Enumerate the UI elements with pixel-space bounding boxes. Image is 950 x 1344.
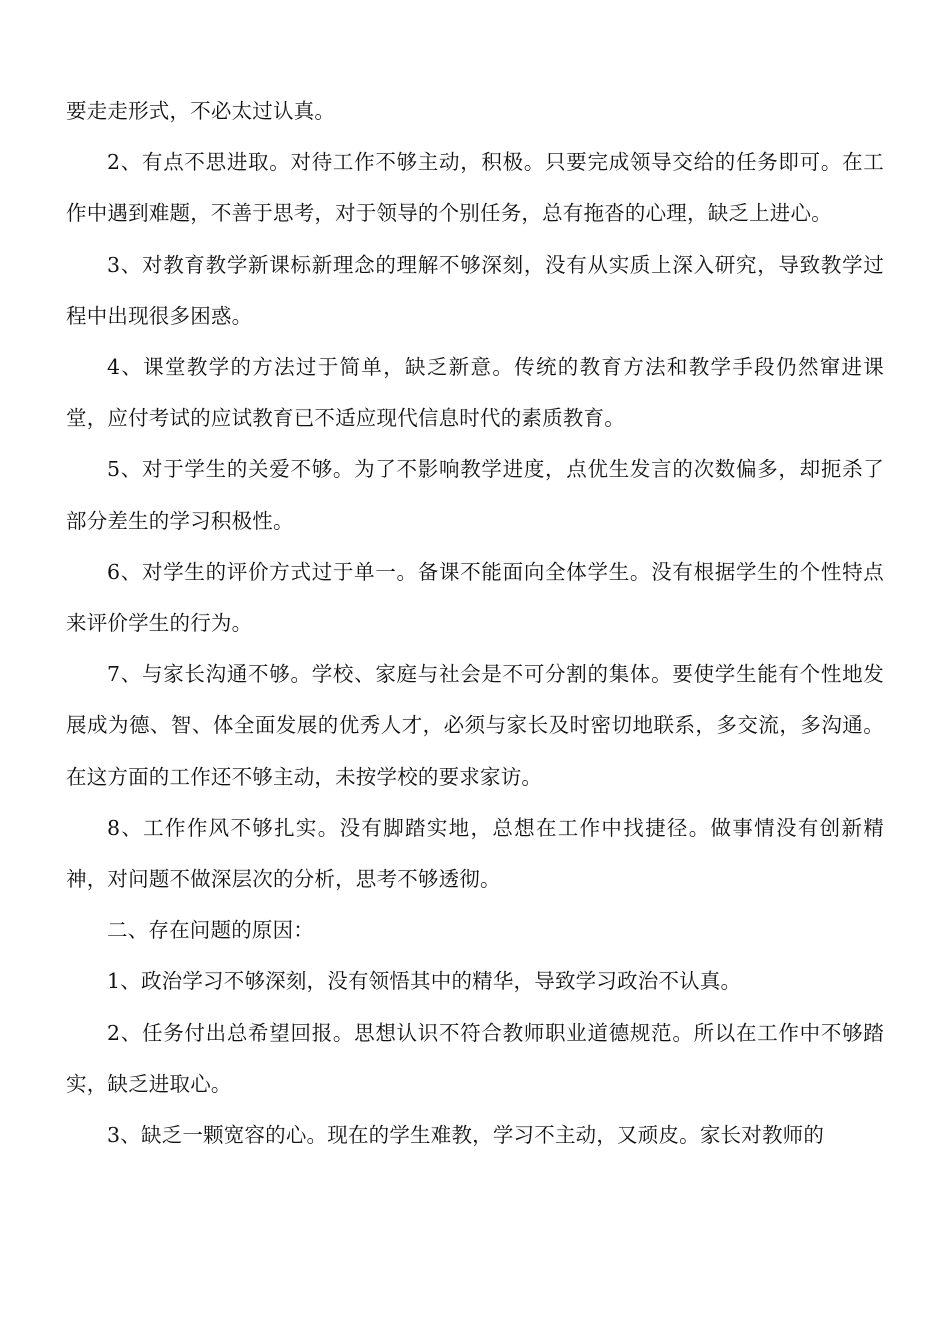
paragraph-issue-4: 4、课堂教学的方法过于简单，缺乏新意。传统的教育方法和教学手段仍然窜进课堂，应付考试的应试教育已不适应现代信息时代的素质教育。 <box>66 355 884 431</box>
paragraph-issue-3: 3、对教育教学新课标新理念的理解不够深刻，没有从实质上深入研究，导致教学过程中出现很多困惑。 <box>66 252 884 328</box>
paragraph-cause-3: 3、缺乏一颗宽容的心。现在的学生难教，学习不主动，又顽皮。家长对教师的 <box>107 1123 825 1148</box>
section-heading-causes: 二、存在问题的原因： <box>107 918 314 943</box>
paragraph-issue-2: 2、有点不思进取。对待工作不够主动，积极。只要完成领导交给的任务即可。在工作中遇到难题，不善于思考，对于领导的个别任务，总有拖沓的心理，缺乏上进心。 <box>66 150 884 226</box>
paragraph-issue-8: 8、工作作风不够扎实。没有脚踏实地，总想在工作中找捷径。做事情没有创新精神，对问题不做深层次的分析，思考不够透彻。 <box>66 815 884 892</box>
paragraph-cause-1: 1、政治学习不够深刻，没有领悟其中的精华，导致学习政治不认真。 <box>107 969 742 994</box>
paragraph-issue-5: 5、对于学生的关爱不够。为了不影响教学进度，点优生发言的次数偏多，却扼杀了部分差生的学习积极性。 <box>66 457 884 533</box>
paragraph-continuation: 要走走形式，不必太过认真。 <box>66 99 336 123</box>
paragraph-issue-7: 7、与家长沟通不够。学校、家庭与社会是不可分割的集体。要使学生能有个性地发展成为德、智、体全面发展的优秀人才，必须与家长及时密切地联系，多交流，多沟通。在这方面的工作还不够主动，未按学校的要求家访。 <box>66 662 884 789</box>
paragraph-issue-6: 6、对学生的评价方式过于单一。备课不能面向全体学生。没有根据学生的个性特点来评价学生的行为。 <box>66 559 884 636</box>
paragraph-cause-2: 2、任务付出总希望回报。思想认识不符合教师职业道德规范。所以在工作中不够踏实，缺乏进取心。 <box>66 1020 884 1096</box>
